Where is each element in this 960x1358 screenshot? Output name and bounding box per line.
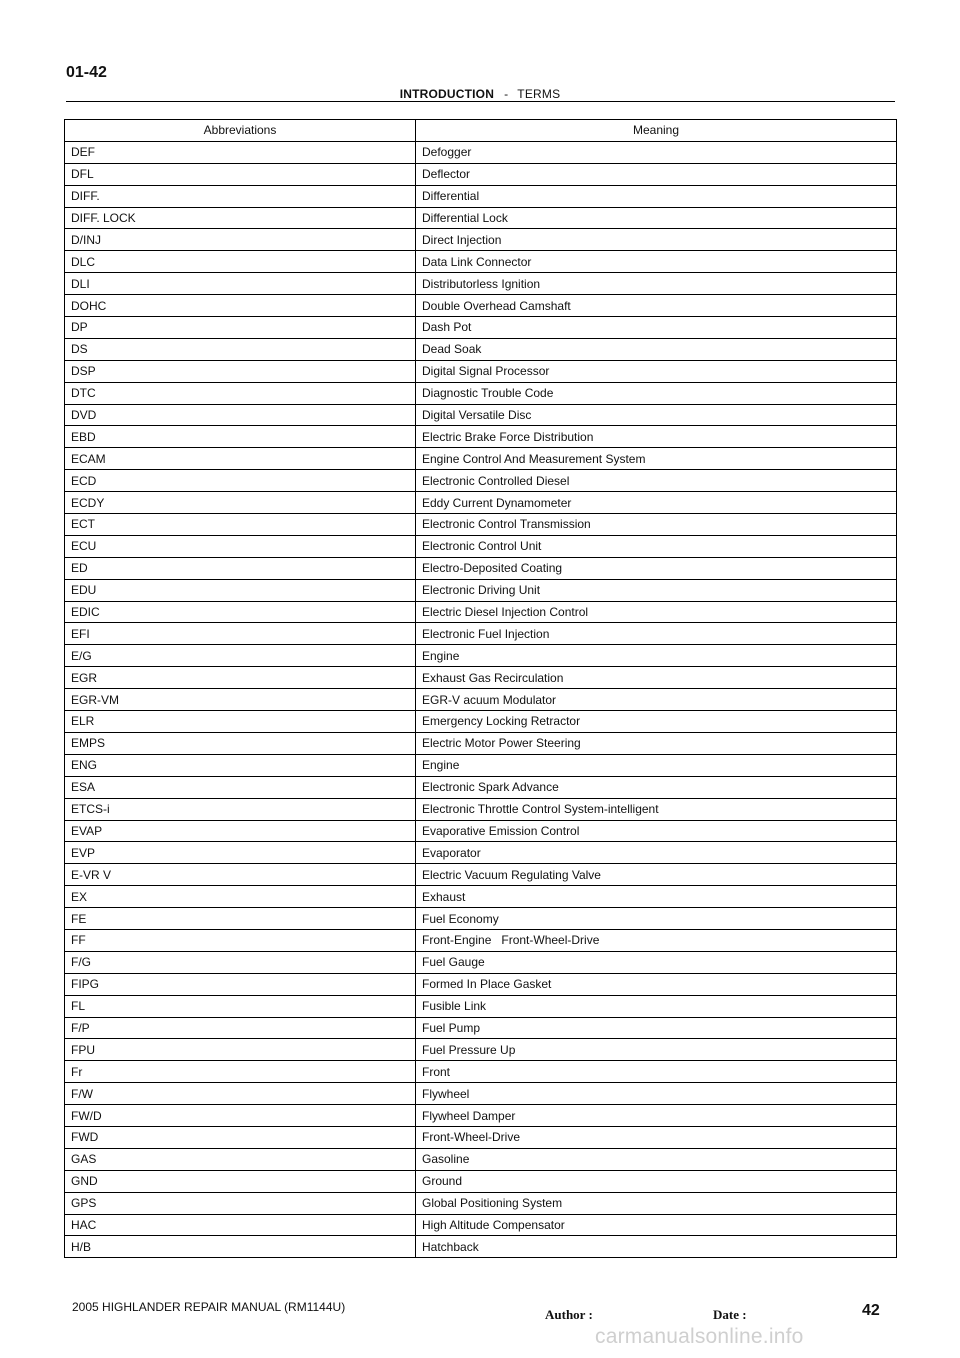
abbreviation-cell: EX: [65, 886, 416, 908]
table-row: [65, 229, 897, 251]
table-row: [65, 382, 897, 404]
meaning-cell: Electric Vacuum Regulating Valve: [416, 864, 897, 886]
abbreviation-cell: EVP: [65, 842, 416, 864]
abbreviation-cell: ECDY: [65, 492, 416, 514]
footer-author-label: Author :: [545, 1307, 593, 1322]
abbreviation-cell: ED: [65, 557, 416, 579]
watermark-text: carmanualsonline.info: [595, 1325, 804, 1348]
meaning-cell: Electronic Controlled Diesel: [416, 470, 897, 492]
abbreviation-cell: ESA: [65, 776, 416, 798]
meaning-cell: Flywheel Damper: [416, 1105, 897, 1127]
abbreviation-cell: Fr: [65, 1061, 416, 1083]
meaning-cell: Defogger: [416, 141, 897, 163]
abbreviation-cell: EGR-VM: [65, 689, 416, 711]
table-row: [65, 1192, 897, 1214]
table-row: [65, 141, 897, 163]
meaning-cell: Evaporator: [416, 842, 897, 864]
table-row: [65, 535, 897, 557]
table-row: [65, 711, 897, 733]
abbreviation-cell: FF: [65, 929, 416, 951]
table-row: [65, 1126, 897, 1148]
abbreviation-cell: FW/D: [65, 1105, 416, 1127]
meaning-cell: Fusible Link: [416, 995, 897, 1017]
table-row: [65, 1061, 897, 1083]
meaning-cell: Hatchback: [416, 1236, 897, 1258]
table-row: [65, 754, 897, 776]
meaning-cell: Front-Engine Front-Wheel-Drive: [416, 929, 897, 951]
meaning-cell: Engine: [416, 754, 897, 776]
abbreviation-cell: EBD: [65, 426, 416, 448]
subsection-title: TERMS: [517, 87, 561, 101]
abbreviation-cell: EDIC: [65, 601, 416, 623]
meaning-cell: Dead Soak: [416, 338, 897, 360]
table-row: [65, 470, 897, 492]
abbreviation-cell: DVD: [65, 404, 416, 426]
abbreviation-cell: ECU: [65, 535, 416, 557]
abbreviation-cell: DS: [65, 338, 416, 360]
meaning-cell: Dash Pot: [416, 317, 897, 339]
table-row: [65, 864, 897, 886]
table-row: [65, 623, 897, 645]
column-header-abbreviations: Abbreviations: [65, 120, 416, 142]
meaning-cell: Electronic Control Transmission: [416, 514, 897, 536]
meaning-cell: Diagnostic Trouble Code: [416, 382, 897, 404]
section-title: INTRODUCTION: [399, 87, 495, 101]
table-row: [65, 1214, 897, 1236]
meaning-cell: Emergency Locking Retractor: [416, 711, 897, 733]
table-row: [65, 185, 897, 207]
abbreviation-cell: E-VR V: [65, 864, 416, 886]
table-row: [65, 645, 897, 667]
meaning-cell: Electric Motor Power Steering: [416, 732, 897, 754]
section-separator: -: [504, 87, 509, 101]
meaning-cell: Exhaust: [416, 886, 897, 908]
meaning-cell: Deflector: [416, 163, 897, 185]
abbreviation-cell: FE: [65, 908, 416, 930]
meaning-cell: Fuel Pump: [416, 1017, 897, 1039]
meaning-cell: Engine: [416, 645, 897, 667]
table-row: [65, 908, 897, 930]
abbreviation-cell: ECAM: [65, 448, 416, 470]
table-row: [65, 251, 897, 273]
abbreviation-cell: ECD: [65, 470, 416, 492]
table-row: [65, 886, 897, 908]
meaning-cell: Digital Versatile Disc: [416, 404, 897, 426]
meaning-cell: Engine Control And Measurement System: [416, 448, 897, 470]
meaning-cell: Differential: [416, 185, 897, 207]
abbreviation-cell: GAS: [65, 1148, 416, 1170]
table-row: [65, 557, 897, 579]
meaning-cell: Electronic Throttle Control System-intelligent: [416, 798, 897, 820]
abbreviation-cell: ECT: [65, 514, 416, 536]
meaning-cell: Distributorless Ignition: [416, 273, 897, 295]
terms-table: [64, 119, 897, 1258]
footer-page-number: 42: [862, 1302, 880, 1319]
meaning-cell: Electronic Control Unit: [416, 535, 897, 557]
abbreviation-cell: EMPS: [65, 732, 416, 754]
abbreviation-cell: EFI: [65, 623, 416, 645]
meaning-cell: Electric Diesel Injection Control: [416, 601, 897, 623]
meaning-cell: Exhaust Gas Recirculation: [416, 667, 897, 689]
table-row: [65, 207, 897, 229]
abbreviation-cell: H/B: [65, 1236, 416, 1258]
meaning-cell: Electronic Spark Advance: [416, 776, 897, 798]
meaning-cell: Fuel Economy: [416, 908, 897, 930]
meaning-cell: Electronic Driving Unit: [416, 579, 897, 601]
table-row: [65, 1170, 897, 1192]
table-row: [65, 1105, 897, 1127]
abbreviation-cell: D/INJ: [65, 229, 416, 251]
abbreviation-cell: EDU: [65, 579, 416, 601]
abbreviation-cell: DFL: [65, 163, 416, 185]
abbreviation-cell: DTC: [65, 382, 416, 404]
abbreviation-cell: EVAP: [65, 820, 416, 842]
table-row: [65, 689, 897, 711]
table-row: [65, 820, 897, 842]
meaning-cell: High Altitude Compensator: [416, 1214, 897, 1236]
meaning-cell: Global Positioning System: [416, 1192, 897, 1214]
table-row: [65, 514, 897, 536]
meaning-cell: Front: [416, 1061, 897, 1083]
table-row: [65, 360, 897, 382]
table-row: [65, 338, 897, 360]
table-row: [65, 667, 897, 689]
abbreviation-cell: EGR: [65, 667, 416, 689]
table-row: [65, 1236, 897, 1258]
meaning-cell: Flywheel: [416, 1083, 897, 1105]
table-header-row: [65, 120, 897, 142]
table-row: [65, 973, 897, 995]
abbreviation-cell: DEF: [65, 141, 416, 163]
abbreviation-cell: F/G: [65, 951, 416, 973]
abbreviation-cell: F/W: [65, 1083, 416, 1105]
abbreviation-cell: DSP: [65, 360, 416, 382]
page-number: 01-42: [66, 64, 107, 81]
table-row: [65, 776, 897, 798]
abbreviation-cell: ENG: [65, 754, 416, 776]
table-row: [65, 163, 897, 185]
abbreviation-cell: FIPG: [65, 973, 416, 995]
meaning-cell: Formed In Place Gasket: [416, 973, 897, 995]
section-header: [0, 87, 960, 101]
table-row: [65, 798, 897, 820]
abbreviation-cell: DP: [65, 317, 416, 339]
meaning-cell: EGR-V acuum Modulator: [416, 689, 897, 711]
meaning-cell: Electric Brake Force Distribution: [416, 426, 897, 448]
footer-manual-title: 2005 HIGHLANDER REPAIR MANUAL (RM1144U): [72, 1300, 346, 1314]
table-row: [65, 404, 897, 426]
table-row: [65, 995, 897, 1017]
table-row: [65, 601, 897, 623]
table-row: [65, 579, 897, 601]
table-row: [65, 929, 897, 951]
header-rule: [66, 101, 895, 102]
abbreviation-cell: GPS: [65, 1192, 416, 1214]
meaning-cell: Direct Injection: [416, 229, 897, 251]
abbreviation-cell: DLC: [65, 251, 416, 273]
meaning-cell: Fuel Gauge: [416, 951, 897, 973]
table-row: [65, 842, 897, 864]
abbreviation-cell: FPU: [65, 1039, 416, 1061]
table-row: [65, 295, 897, 317]
abbreviation-cell: DLI: [65, 273, 416, 295]
meaning-cell: Differential Lock: [416, 207, 897, 229]
abbreviation-cell: FL: [65, 995, 416, 1017]
column-header-meaning: Meaning: [416, 120, 897, 142]
meaning-cell: Data Link Connector: [416, 251, 897, 273]
table-row: [65, 732, 897, 754]
abbreviation-cell: F/P: [65, 1017, 416, 1039]
table-row: [65, 1148, 897, 1170]
meaning-cell: Evaporative Emission Control: [416, 820, 897, 842]
abbreviation-cell: HAC: [65, 1214, 416, 1236]
table-body: [65, 141, 897, 1257]
meaning-cell: Fuel Pressure Up: [416, 1039, 897, 1061]
abbreviation-cell: E/G: [65, 645, 416, 667]
abbreviation-cell: GND: [65, 1170, 416, 1192]
table-row: [65, 1017, 897, 1039]
meaning-cell: Eddy Current Dynamometer: [416, 492, 897, 514]
abbreviation-cell: ELR: [65, 711, 416, 733]
table-row: [65, 448, 897, 470]
table-row: [65, 492, 897, 514]
meaning-cell: Ground: [416, 1170, 897, 1192]
table-row: [65, 951, 897, 973]
table-row: [65, 1039, 897, 1061]
table-row: [65, 426, 897, 448]
footer-date-label: Date :: [713, 1307, 747, 1322]
table-row: [65, 273, 897, 295]
abbreviation-cell: DIFF. LOCK: [65, 207, 416, 229]
meaning-cell: Double Overhead Camshaft: [416, 295, 897, 317]
abbreviation-cell: ETCS-i: [65, 798, 416, 820]
abbreviation-cell: DOHC: [65, 295, 416, 317]
abbreviation-cell: DIFF.: [65, 185, 416, 207]
meaning-cell: Electro-Deposited Coating: [416, 557, 897, 579]
meaning-cell: Digital Signal Processor: [416, 360, 897, 382]
table-row: [65, 317, 897, 339]
meaning-cell: Gasoline: [416, 1148, 897, 1170]
table-row: [65, 1083, 897, 1105]
abbreviation-cell: FWD: [65, 1126, 416, 1148]
meaning-cell: Electronic Fuel Injection: [416, 623, 897, 645]
meaning-cell: Front-Wheel-Drive: [416, 1126, 897, 1148]
